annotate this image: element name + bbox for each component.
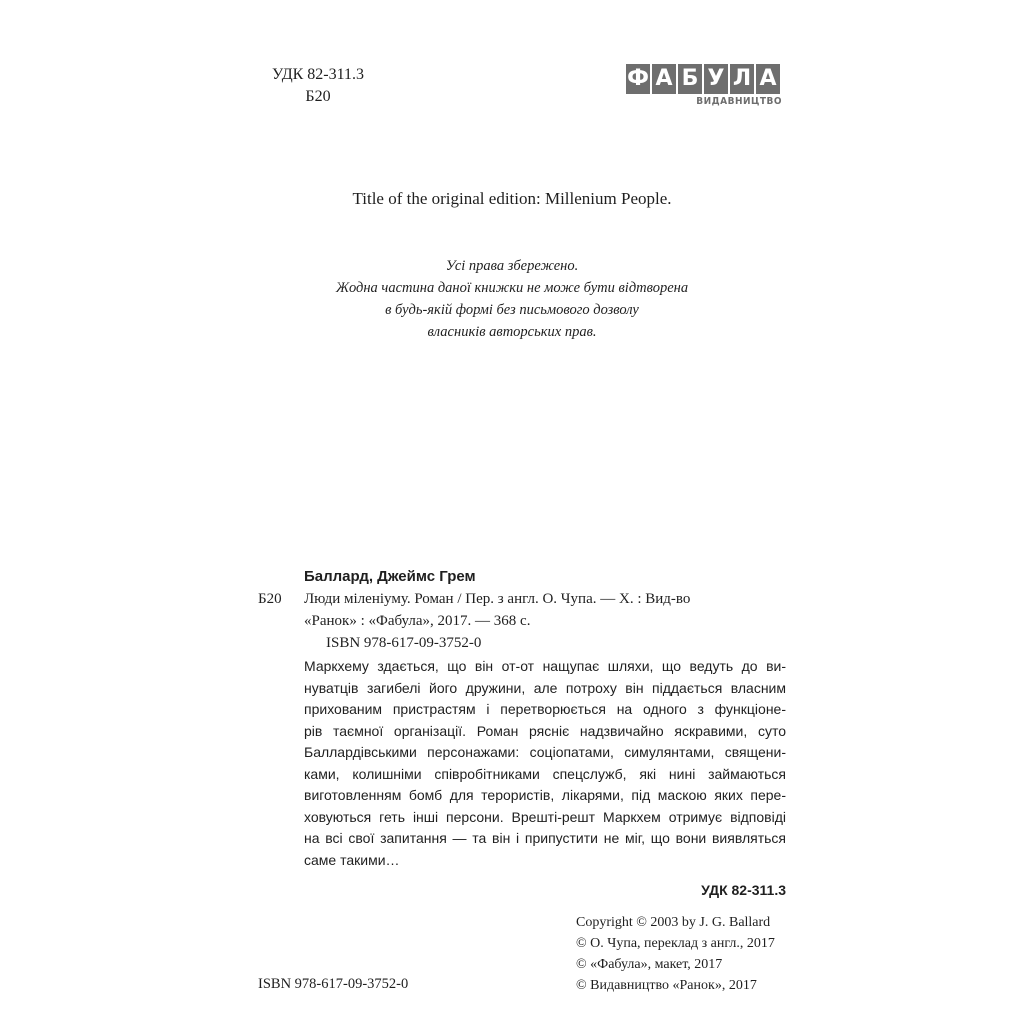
catalog-author: Баллард, Джеймс Грем [304,568,476,585]
copyright-line: © Видавництво «Ранок», 2017 [576,978,757,993]
rights-line: Жодна частина даної книжки не може бути відтворена [335,280,689,296]
logo-letter: А [756,64,780,94]
annotation-line: саме такими… [304,851,400,868]
catalog-code: Б20 [258,591,282,607]
entry-line: Люди міленіуму. Роман / Пер. з англ. О. Чупа. — Х. : Вид-во [304,591,691,607]
annotation-line: нуватців загибелі його дружини, але потроху він піддається власним [304,679,786,696]
copyright-line: Copyright © 2003 by J. G. Ballard [576,915,771,930]
rights-notice [0,255,1024,343]
catalog-isbn: ISBN 978-617-09-3752-0 [326,635,482,651]
rights-line: власників авторських прав. [427,324,597,340]
logo-letter: Б [678,64,702,94]
author-mark: Б20 [305,88,331,105]
logo-subtitle: ВИДАВНИЦТВО [696,96,782,107]
annotation-line: Баллардівськими персонажами: соціопатами, симулянтами, священи- [304,744,786,760]
catalog-record [258,566,786,901]
udk-code: УДК 82-311.3 [271,66,365,83]
logo-letter: А [652,64,676,94]
annotation-line: рів таємної організації. Роман рясніє надзвичайно яскравими, суто [304,722,786,739]
catalog-udk: УДК 82-311.3 [701,882,786,898]
annotation-line: виготовленням бомб для терористів, лікарями, під маскою яких пере- [304,787,786,803]
annotation-line: прихованим пристрастям і перетворюється на одного з функціоне- [304,701,786,717]
annotation-line: на всі свої запитання — та він і припустити не міг, що вони виявляться [304,830,786,846]
logo-letter: Ф [626,64,650,94]
original-title: Title of the original edition: Millenium People. [352,189,672,208]
rights-line: Усі права збережено. [445,258,579,274]
annotation-line: ховуються геть інші персони. Врешті-решт Маркхем отримує відповіді [304,808,786,825]
udk-header [258,64,378,108]
publisher-logo [626,64,784,116]
rights-line: в будь-якій формі без письмового дозволу [385,302,639,318]
logo-letter: Л [730,64,754,94]
annotation [258,656,786,871]
logo-letters [626,64,784,94]
annotation-line: ками, колишніми співробітниками спецслужб, які нині займаються [304,765,786,782]
copyright-line: © «Фабула», макет, 2017 [576,957,723,972]
logo-letter: У [704,64,728,94]
annotation-line: Маркхему здається, що він от-от нащупає шляхи, що ведуть до ви- [304,658,786,674]
copyright-block [576,912,775,996]
copyright-line: © О. Чупа, переклад з англ., 2017 [576,936,775,951]
catalog-entry [258,588,786,632]
isbn-footer: ISBN 978-617-09-3752-0 [258,976,409,992]
entry-line: «Ранок» : «Фабула», 2017. — 368 с. [304,613,531,629]
